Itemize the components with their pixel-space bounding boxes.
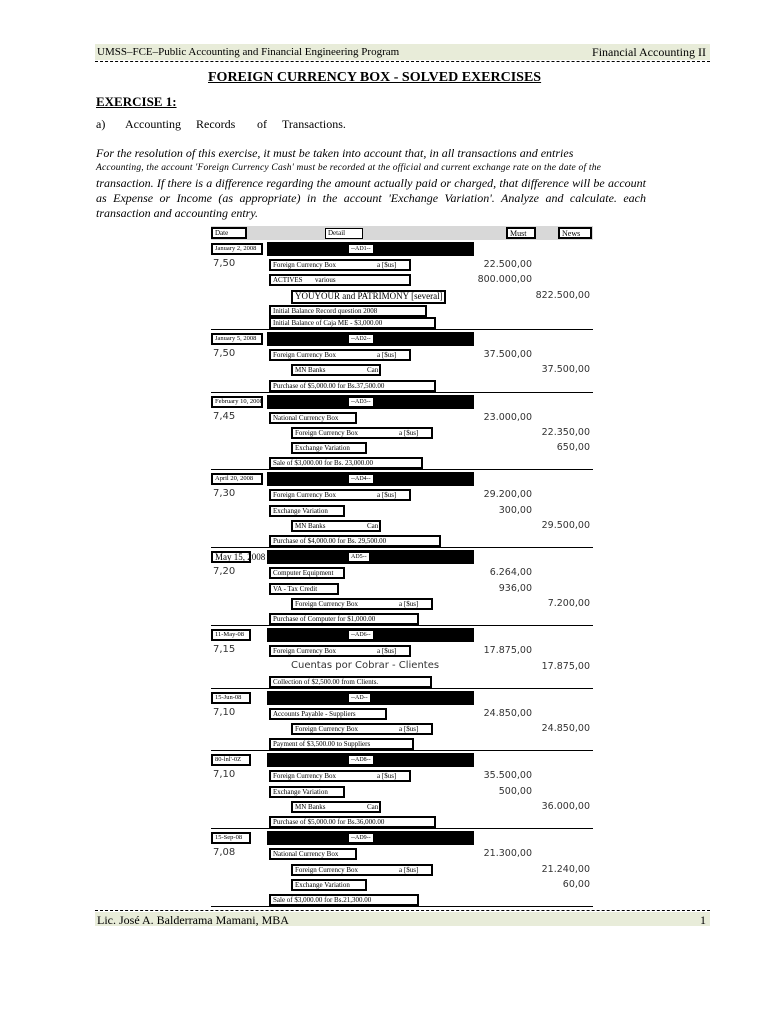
entry-date: 15-Jun-08 (211, 692, 251, 704)
page-footer (95, 912, 710, 926)
header-course: Financial Accounting II (592, 45, 706, 59)
debit-amount: 35.500,00 (483, 770, 532, 782)
entry-separator (211, 469, 593, 470)
credit-amount: 7.200,00 (547, 597, 590, 609)
entry-separator (211, 625, 593, 626)
entry-date: January 5, 2008 (211, 333, 263, 345)
entry-gloss: Initial Balance Record question 2008 (269, 305, 427, 317)
entry-separator (211, 828, 593, 829)
account-sub-label: a [$us] (377, 647, 397, 656)
entry-gloss: Purchase of $5,000.00 for Bs.37,500.00 (269, 380, 436, 392)
account-sub-label: Can (367, 366, 379, 375)
credit-amount: 60,00 (562, 878, 590, 890)
column-header-news: News (558, 227, 592, 239)
debit-amount: 936,00 (498, 582, 532, 594)
entry-gloss: Collection of $2,500.00 from Clients. (269, 676, 432, 688)
account-name: Cuentas por Cobrar - Clientes (291, 659, 440, 671)
account-label: Foreign Currency Box (295, 428, 358, 437)
account-name (291, 864, 433, 876)
entry-number: --AD-- (351, 694, 368, 701)
credit-amount: 17.875,00 (541, 660, 590, 672)
entry-number: --AD6-- (351, 632, 371, 639)
header-program: UMSS–FCE–Public Accounting and Financial Engineering Program (97, 46, 400, 58)
account-sub-label: a [$us] (377, 350, 397, 359)
intro-line-3: transaction. If there is a difference regarding the amount actually paid or charged, that difference will be account as Expense or Income (as appropriate) in the account 'Exchange Variation'. Analyze and calculate. each transaction and accounting entry. (96, 176, 646, 220)
account-sub-label: a [$us] (399, 725, 419, 734)
entry-separator (211, 906, 593, 907)
account-sub-label: various (315, 276, 336, 285)
exchange-rate: 7,08 (213, 847, 236, 859)
account-label: Exchange Variation (273, 506, 328, 515)
entry-number: --AD1-- (351, 246, 371, 252)
entry-gloss: Sale of $3,000.00 for Bs.21,300.00 (269, 894, 419, 906)
entry-header-bar (267, 691, 474, 705)
entry-number: --AD9-- (351, 835, 371, 842)
footer-author: Lic. José A. Balderrama Mamani, MBA (97, 913, 289, 927)
account-name (269, 274, 411, 286)
account-name (291, 290, 446, 304)
account-name (291, 427, 433, 439)
account-label: Foreign Currency Box (295, 725, 358, 734)
account-name (269, 567, 345, 579)
entry-separator (211, 547, 593, 548)
exchange-rate: 7,10 (213, 706, 236, 718)
debit-amount: 23.000,00 (483, 411, 532, 423)
entry-gloss: Purchase of Computer for $1,000.00 (269, 613, 419, 625)
page-header (95, 44, 710, 60)
account-label: Foreign Currency Box (273, 491, 336, 500)
footer-rule (95, 910, 710, 911)
account-label: VA - Tax Credit (273, 584, 318, 593)
account-label: Exchange Variation (295, 444, 350, 453)
account-sub-label: a [$us] (377, 261, 397, 269)
entry-separator (211, 750, 593, 751)
entry-number: AD5-- (351, 554, 367, 561)
account-name (291, 364, 381, 376)
account-name (291, 801, 381, 813)
credit-amount: 21.240,00 (541, 863, 590, 875)
account-name (269, 583, 339, 595)
entry-separator (211, 329, 593, 330)
entry-date: January 2, 2008 (211, 243, 263, 255)
account-label: Computer Equipment (273, 569, 334, 578)
debit-amount: 300,00 (498, 504, 532, 516)
account-label: YOUYOUR and PATRIMONY [several] (295, 290, 443, 301)
entry-number: --AD2-- (351, 335, 371, 342)
account-label: Foreign Currency Box (273, 772, 336, 781)
entry-number: --AD3-- (351, 398, 371, 405)
entry-header-bar (267, 550, 474, 564)
account-label: Accounts Payable - Suppliers (273, 709, 356, 718)
debit-amount: 500,00 (498, 785, 532, 797)
account-sub-label: Can (367, 522, 379, 530)
account-label: Foreign Currency Box (273, 261, 336, 269)
debit-amount: 800.000,00 (477, 274, 532, 286)
debit-amount: 6.264,00 (489, 567, 532, 579)
exchange-rate: 7,45 (213, 410, 236, 422)
account-name (269, 848, 357, 860)
account-name (269, 786, 345, 798)
account-label: Foreign Currency Box (273, 647, 336, 656)
account-name (269, 708, 387, 720)
item-a-word: of (257, 117, 267, 131)
debit-amount: 29.200,00 (483, 489, 532, 501)
page-title: FOREIGN CURRENCY BOX - SOLVED EXERCISES (208, 70, 542, 85)
intro-line-1: For the resolution of this exercise, it must be taken into account that, in all transactions and entries (96, 146, 574, 160)
entry-gloss: Purchase of $4,000.00 for Bs. 29,500.00 (269, 535, 441, 547)
column-header-date: Date (211, 227, 247, 239)
column-header-must: Must (506, 227, 536, 239)
exchange-rate: 7,30 (213, 488, 236, 500)
exchange-rate: 7,15 (213, 644, 236, 656)
entry-date: 11-May-08 (211, 629, 251, 641)
exchange-rate: 7,10 (213, 769, 236, 781)
entry-date: 80-lnl'-0Z (211, 754, 251, 766)
entry-gloss: Purchase of $5,000.00 for Bs.36,000.00 (269, 816, 436, 828)
header-rule (95, 61, 710, 62)
debit-amount: 37.500,00 (483, 348, 532, 360)
account-name (291, 879, 367, 891)
column-header-detail: Detail (325, 228, 363, 239)
debit-amount: 24.850,00 (483, 707, 532, 719)
account-name (291, 520, 381, 532)
account-label: National Currency Box (273, 413, 339, 422)
account-label: Foreign Currency Box (295, 865, 358, 874)
account-sub-label: a [$us] (399, 428, 419, 437)
intro-line-2: Accounting, the account 'Foreign Currency Cash' must be recorded at the official and current exchange rate on the date of the (96, 163, 602, 173)
entry-separator (211, 392, 593, 393)
account-name (291, 598, 433, 610)
account-label: Foreign Currency Box (273, 350, 336, 359)
account-sub-label: a [$us] (377, 772, 397, 781)
account-sub-label: a [$us] (377, 491, 397, 500)
entry-separator (211, 688, 593, 689)
account-label: National Currency Box (273, 850, 339, 859)
account-name (291, 723, 433, 735)
entry-gloss: Payment of $3,500.00 to Suppliers (269, 738, 414, 750)
exercise-title: EXERCISE 1: (96, 94, 177, 109)
exchange-rate: 7,50 (213, 258, 236, 269)
item-a-marker: a) (96, 117, 106, 131)
account-name (269, 505, 345, 517)
item-a-word: Accounting (125, 117, 181, 131)
item-a-word: Records (196, 117, 236, 131)
entry-gloss: Sale of $3,000.00 for Bs. 23,000.00 (269, 457, 423, 469)
account-label: Foreign Currency Box (295, 599, 358, 608)
debit-amount: 22.500,00 (483, 259, 532, 270)
credit-amount: 822.500,00 (535, 289, 590, 301)
entry-date: 15-Sep-08 (211, 832, 251, 844)
account-label: MN Banks (295, 366, 326, 375)
account-sub-label: a [$us] (399, 865, 419, 874)
account-name (269, 349, 411, 361)
entry-date: April 20, 2008 (211, 473, 263, 485)
intro-paragraph (96, 146, 646, 221)
account-sub-label: a [$us] (399, 599, 419, 608)
item-a (96, 117, 346, 132)
credit-amount: 29.500,00 (541, 520, 590, 531)
entry-number: --AD8-- (351, 757, 371, 764)
credit-amount: 24.850,00 (541, 723, 590, 735)
item-a-word: Transactions. (282, 117, 346, 131)
account-label: Exchange Variation (273, 787, 328, 796)
exchange-rate: 7,20 (213, 566, 236, 578)
credit-amount: 22.350,00 (541, 426, 590, 438)
credit-amount: 650,00 (556, 442, 590, 454)
account-name (269, 645, 411, 657)
account-sub-label: Can (367, 803, 379, 811)
account-name (269, 770, 411, 782)
journal-table (211, 226, 593, 905)
exchange-rate: 7,50 (213, 347, 236, 359)
entry-number: --AD4-- (351, 476, 371, 483)
account-name (269, 412, 357, 424)
debit-amount: 17.875,00 (483, 645, 532, 657)
debit-amount: 21.300,00 (483, 848, 532, 860)
credit-amount: 37.500,00 (541, 364, 590, 376)
entry-gloss: Initial Balance of Caja ME - $3,000.00 (269, 317, 436, 329)
account-name (291, 442, 367, 454)
credit-amount: 36.000,00 (541, 801, 590, 812)
account-label: ACTIVES (273, 276, 303, 285)
entry-date: May 15, 2008 (211, 551, 251, 563)
entry-date: February 10, 2008 (211, 396, 263, 408)
account-name (269, 489, 411, 501)
account-label: MN Banks (295, 522, 326, 530)
account-label: MN Banks (295, 803, 326, 811)
account-name (269, 259, 411, 271)
account-label: Exchange Variation (295, 880, 350, 889)
page-number: 1 (700, 913, 706, 927)
